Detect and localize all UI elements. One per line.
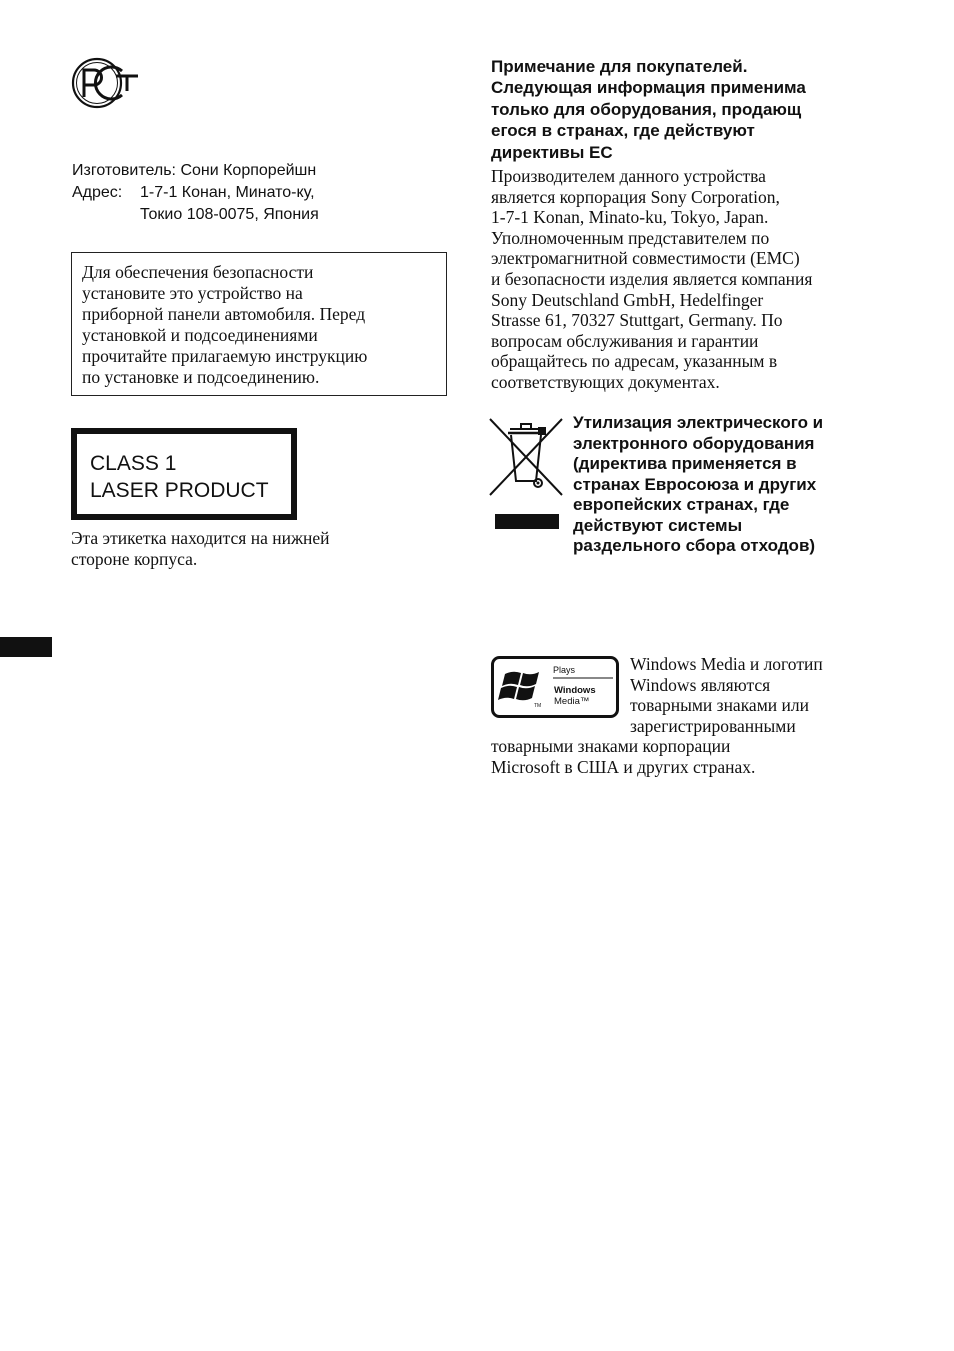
logo-media: Media™: [554, 696, 590, 707]
safety-line-6: по установке и подсоединению.: [82, 367, 320, 387]
wm-line-6: Microsoft в США и других странах.: [491, 756, 756, 777]
address-label: Адрес:: [72, 184, 123, 201]
manufacturer-info: [72, 160, 319, 226]
safety-line-4: установкой и подсоединениями: [82, 325, 318, 345]
body-line-9: вопросам обслуживания и гарантии: [491, 330, 759, 351]
logo-plays: Plays: [553, 665, 576, 675]
heading-line-2: Следующая информация применима: [491, 78, 806, 98]
body-line-3: 1-7-1 Konan, Minato-ku, Tokyo, Japan.: [491, 207, 769, 228]
customer-note-heading: [491, 56, 871, 163]
weee-disposal-notice: [573, 413, 873, 557]
weee-line-5: европейских странах, где: [573, 495, 790, 514]
laser-class: CLASS 1: [90, 452, 177, 475]
weee-line-6: действуют системы: [573, 515, 743, 535]
safety-notice-box: [71, 252, 447, 396]
label-location-note: [71, 528, 451, 570]
weee-line-7: раздельного сбора отходов): [573, 536, 816, 555]
wm-line-2: Windows являются: [630, 674, 771, 695]
manufacturer-label: Изготовитель:: [72, 162, 176, 179]
body-line-4: Уполномоченным представителем по: [491, 227, 770, 248]
language-section-tab: [0, 637, 52, 657]
safety-line-2: установите это устройство на: [82, 283, 303, 303]
label-note-line-2: стороне корпуса.: [71, 549, 198, 569]
manufacturer-name: Сони Корпорейшн: [180, 162, 317, 179]
weee-line-2: электронного оборудования: [573, 433, 815, 453]
safety-line-1: Для обеспечения безопасности: [82, 262, 314, 282]
safety-line-5: прочитайте прилагаемую инструкцию: [82, 346, 368, 366]
body-line-5: электромагнитной совместимости (EMC): [491, 248, 800, 269]
label-note-line-1: Эта этикетка находится на нижней: [71, 528, 330, 548]
body-line-8: Strasse 61, 70327 Stuttgart, Germany. По: [491, 310, 783, 331]
weee-line-3: (директива применяется в: [573, 454, 797, 473]
gost-r-certification-icon: [70, 55, 142, 111]
laser-product-label: [71, 428, 297, 520]
address-line-1: 1-7-1 Конан, Минато-ку,: [140, 184, 315, 201]
address-line-2: Токио 108-0075, Япония: [140, 206, 319, 223]
heading-line-3: только для оборудования, продающ: [491, 99, 802, 119]
wm-line-5: товарными знаками корпорации: [491, 736, 731, 757]
weee-line-1: Утилизация электрического и: [573, 413, 824, 432]
heading-line-1: Примечание для покупателей.: [491, 57, 748, 76]
wm-line-3: товарными знаками или: [630, 695, 809, 716]
body-line-10: обращайтесь по адресам, указанным в: [491, 351, 778, 372]
body-line-7: Sony Deutschland GmbH, Hedelfinger: [491, 289, 764, 310]
body-line-11: соответствующих документах.: [491, 371, 720, 392]
wm-line-1: Windows Media и логотип: [630, 654, 823, 674]
windows-media-trademark-note: [491, 654, 871, 778]
eu-customer-note: [491, 56, 871, 393]
body-line-1: Производителем данного устройства: [491, 166, 766, 187]
heading-line-5: директивы ЕС: [491, 142, 613, 162]
heading-line-4: егося в странах, где действуют: [491, 121, 755, 141]
body-line-2: является корпорация Sony Corporation,: [491, 186, 780, 207]
body-line-6: и безопасности изделия является компания: [491, 269, 813, 289]
wm-line-4: зарегистрированными: [630, 715, 796, 736]
laser-product: LASER PRODUCT: [90, 479, 269, 502]
crossed-out-wheelie-bin-icon: [488, 413, 564, 531]
weee-line-4: странах Евросоюза и других: [573, 474, 817, 494]
customer-note-body: [491, 166, 871, 393]
logo-windows: Windows: [554, 685, 596, 696]
safety-line-3: приборной панели автомобиля. Перед: [82, 304, 366, 324]
logo-tm: TM: [534, 703, 542, 709]
